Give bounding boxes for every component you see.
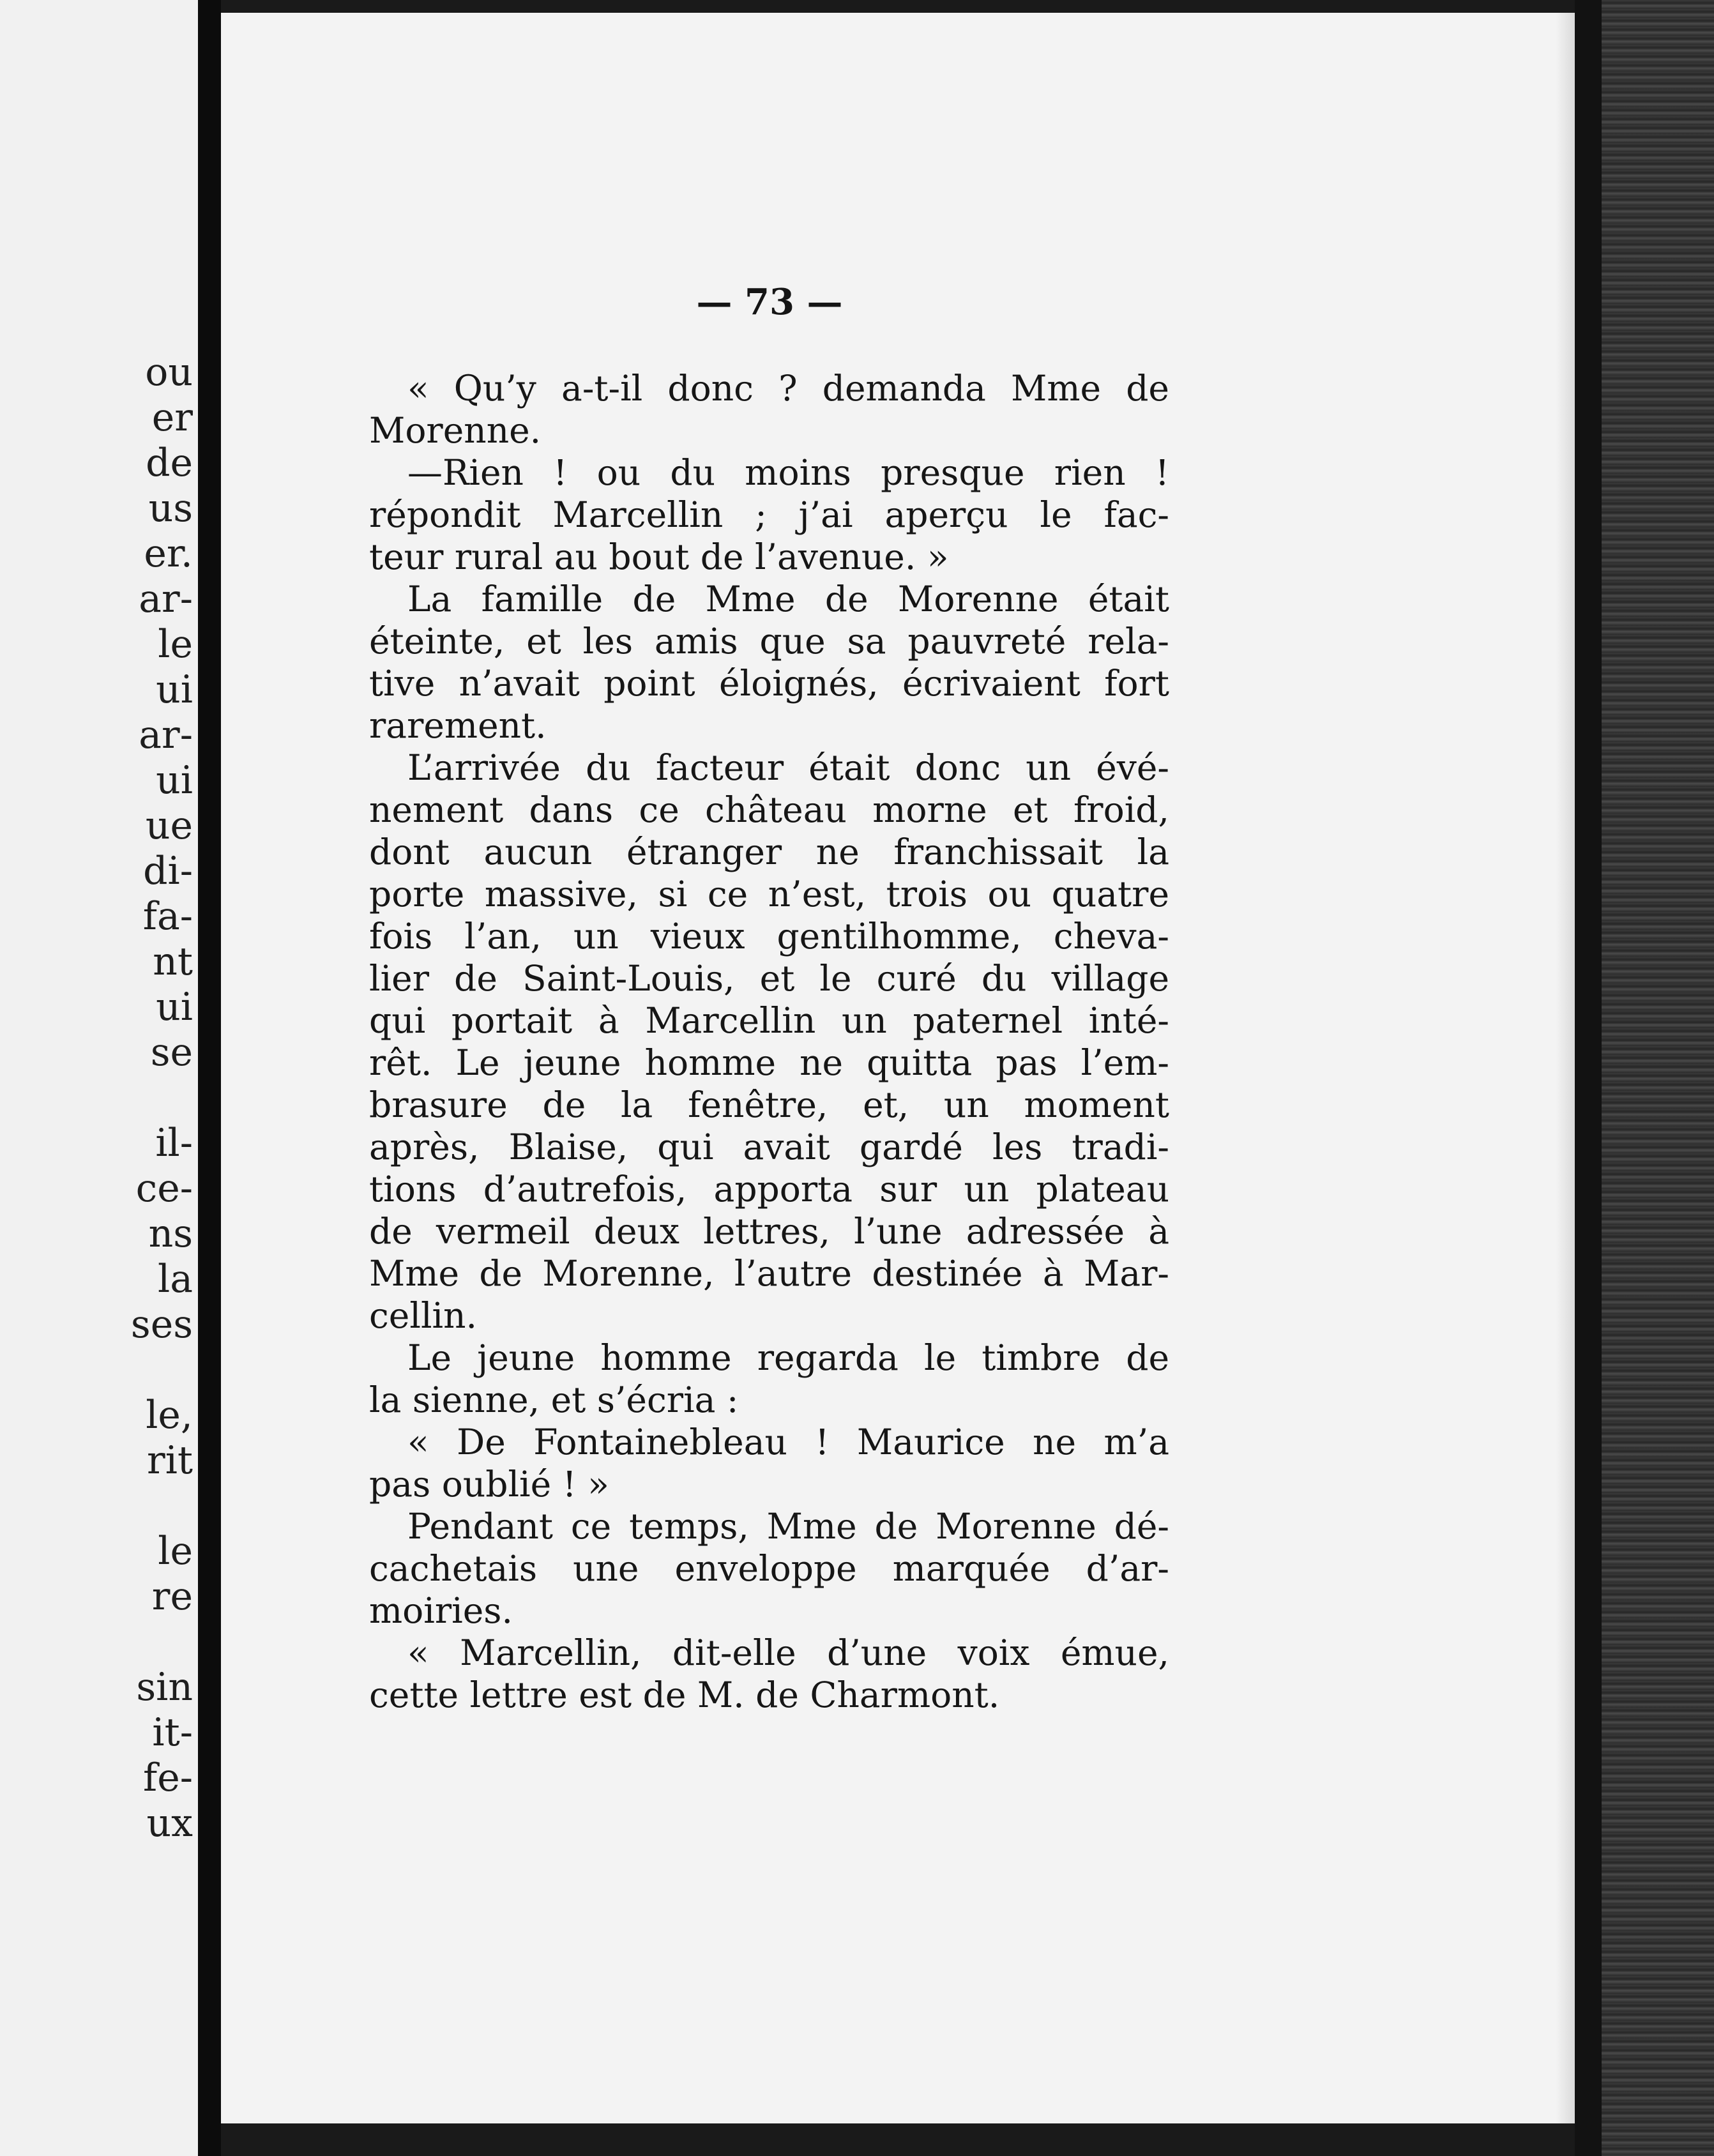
- previous-page-text: [131, 350, 193, 1846]
- previous-page-line: di-: [143, 849, 193, 893]
- previous-page-line: ses: [130, 1302, 193, 1347]
- previous-page-line: ui: [156, 985, 193, 1029]
- text-line: cachetais une enveloppe marquée d’ar-: [369, 1548, 1169, 1589]
- previous-page-line: il-: [155, 1121, 193, 1165]
- text-line: de vermeil deux lettres, l’une adressée à: [369, 1211, 1169, 1252]
- text-line: répondit Marcellin ; j’ai aperçu le fac-: [369, 494, 1169, 535]
- text-line: « De Fontainebleau ! Maurice ne m’a: [407, 1422, 1169, 1462]
- text-line: moiries.: [369, 1590, 513, 1631]
- text-line: —Rien ! ou du moins presque rien !: [407, 452, 1169, 493]
- previous-page-line: ce-: [135, 1166, 193, 1211]
- previous-page-line: ar-: [139, 577, 193, 621]
- previous-page-line: ui: [156, 667, 193, 712]
- previous-page-line: la: [158, 1257, 193, 1302]
- previous-page-line: re: [151, 1574, 193, 1619]
- previous-page-line: se: [150, 1030, 193, 1075]
- text-line: rarement.: [369, 705, 547, 746]
- text-line: cellin.: [369, 1295, 478, 1336]
- book-gutter: [198, 0, 221, 2156]
- text-line: tive n’avait point éloignés, écrivaient fort: [369, 663, 1169, 704]
- previous-page-line: [131, 1620, 193, 1665]
- text-line: Le jeune homme regarda le timbre de: [407, 1337, 1169, 1378]
- text-line: « Marcellin, dit-elle d’une voix émue,: [407, 1632, 1169, 1673]
- text-line: porte massive, si ce n’est, trois ou quatre: [369, 874, 1169, 915]
- previous-page-line: er: [151, 395, 193, 440]
- text-line: Morenne.: [369, 410, 542, 451]
- text-line: rêt. Le jeune homme ne quitta pas l’em-: [369, 1042, 1169, 1083]
- text-line: tions d’autrefois, apporta sur un plateau: [369, 1169, 1169, 1210]
- text-line: lier de Saint-Louis, et le curé du village: [369, 958, 1169, 999]
- text-line: cette lettre est de M. de Charmont.: [369, 1674, 1000, 1715]
- text-line: brasure de la fenêtre, et, un moment: [369, 1084, 1169, 1125]
- previous-page-line: [131, 1075, 193, 1121]
- page-body-text: [369, 367, 1169, 1716]
- text-line: L’arrivée du facteur était donc un évé-: [407, 747, 1169, 788]
- previous-page-line: [131, 1484, 193, 1529]
- previous-page-line: [131, 1348, 193, 1393]
- previous-page-line: fe-: [143, 1756, 193, 1800]
- previous-page-line: ou: [145, 350, 193, 395]
- previous-page-line: fa-: [142, 894, 193, 939]
- previous-page-line: ue: [145, 803, 193, 848]
- previous-page-line: er.: [144, 531, 193, 576]
- previous-page-fragment: [0, 0, 198, 2156]
- text-line: dont aucun étranger ne franchissait la: [369, 831, 1169, 872]
- previous-page-line: it-: [152, 1710, 193, 1755]
- previous-page-line: nt: [153, 939, 193, 984]
- text-line: Pendant ce temps, Mme de Morenne dé-: [407, 1506, 1169, 1547]
- previous-page-line: rit: [147, 1438, 193, 1483]
- previous-page-line: le: [158, 622, 193, 667]
- text-line: teur rural au bout de l’avenue. »: [369, 536, 949, 577]
- previous-page-line: ux: [146, 1801, 193, 1846]
- text-line: La famille de Mme de Morenne était: [407, 579, 1169, 619]
- text-line: la sienne, et s’écria :: [369, 1379, 739, 1420]
- previous-page-line: ui: [156, 758, 193, 803]
- text-line: Mme de Morenne, l’autre destinée à Mar-: [369, 1253, 1169, 1294]
- text-line: nement dans ce château morne et froid,: [369, 789, 1169, 830]
- text-line: pas oublié ! »: [369, 1464, 609, 1505]
- page-number: — 73 —: [696, 281, 843, 323]
- text-line: après, Blaise, qui avait gardé les tradi-: [369, 1127, 1169, 1167]
- text-line: fois l’an, un vieux gentilhomme, cheva-: [369, 916, 1169, 957]
- previous-page-line: ns: [148, 1211, 193, 1256]
- previous-page-line: sin: [136, 1665, 193, 1710]
- previous-page-line: us: [148, 486, 193, 531]
- text-line: « Qu’y a-t-il donc ? demanda Mme de: [407, 368, 1169, 409]
- scan-edge-border: [1575, 0, 1714, 2156]
- previous-page-line: le: [158, 1529, 193, 1574]
- text-line: éteinte, et les amis que sa pauvreté rela-: [369, 621, 1169, 662]
- text-line: qui portait à Marcellin un paternel inté-: [369, 1000, 1169, 1041]
- previous-page-line: ar-: [139, 713, 193, 757]
- previous-page-line: de: [146, 441, 193, 485]
- previous-page-line: le,: [146, 1393, 193, 1438]
